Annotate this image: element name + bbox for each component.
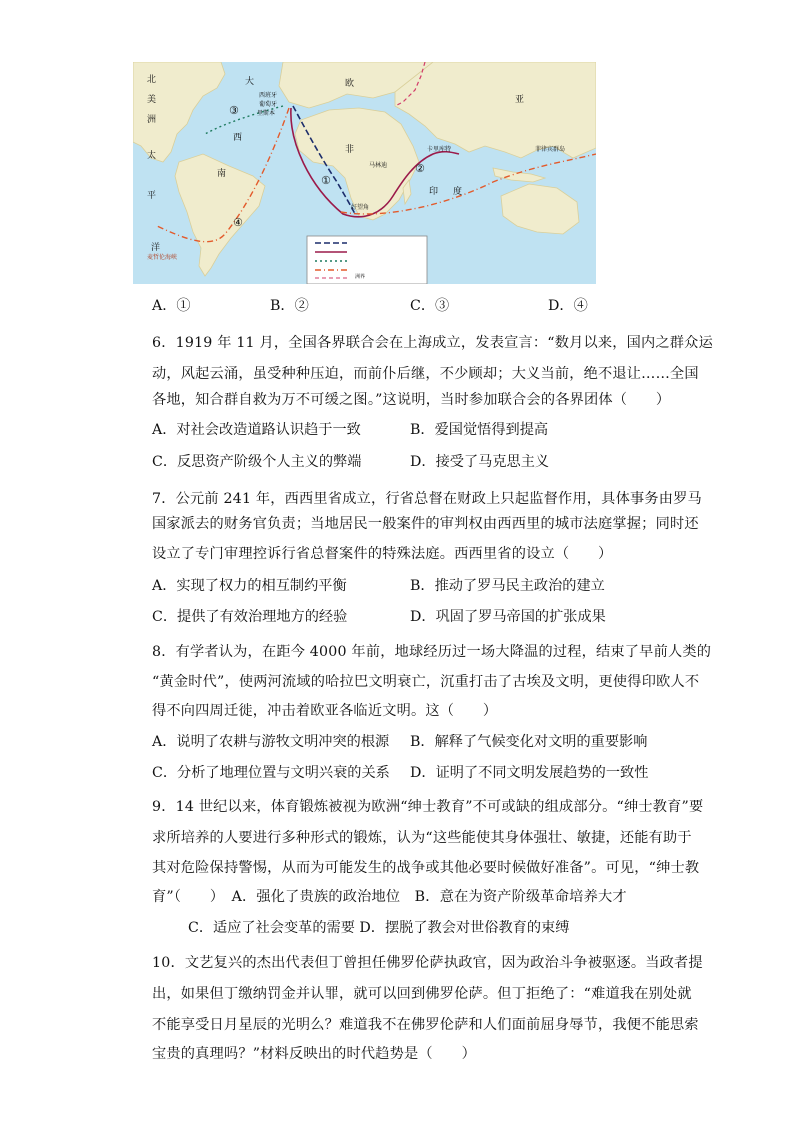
map-label-du: 度 [453,187,463,197]
q10-line-4: 宝贵的真理吗？”材料反映出的时代趋势是（ ） [152,1046,476,1062]
q9-line-2: 求所培养的人要进行多种形式的锻炼，认为“这些能使其身体强壮、敏捷，还能有助于 [152,830,692,846]
q10-line-1: 10．文艺复兴的杰出代表但丁曾担任佛罗伦萨执政官，因为政治斗争被驱逐。当政者提 [152,955,703,971]
q8-line-2: “黄金时代”，使两河流域的哈拉巴文明衰亡，沉重打击了古埃及文明，更使得印欧人不 [152,674,700,690]
map-label-malindi: 马林迪 [369,162,388,169]
map-label-zhou: 洲 [147,115,157,125]
q5-option-b: B．② [270,298,309,314]
route-4-marker: ④ [233,216,243,229]
map-label-magellan: 麦哲伦海峡 [147,254,178,261]
q8-line-1: 8．有学者认为，在距今 4000 年前，地球经历过一场大降温的过程，结束了早前人类的 [152,644,712,660]
q6-option-d: D．接受了马克思主义 [410,454,550,470]
map-label-philippines: 菲律宾群岛 [535,146,566,153]
q8-option-d: D．证明了不同文明发展趋势的一致性 [410,765,649,781]
q9-line-3: 其对危险保持警惕，从而为可能发生的战争或其他必要时候做好准备”。可见，“绅士教 [152,860,700,876]
australia-land [501,184,579,234]
map-label-cape: 好望角 [351,204,370,211]
q7-option-c: C．提供了有效治理地方的经验 [152,609,348,625]
map-label-america: 美 [147,95,157,105]
q6-line-2: 动，风起云涌，虽受种种压迫，而前仆后继，不少顾却；大义当前，绝不退让……全国 [152,366,699,382]
q6-option-b: B．爱国觉悟得到提高 [410,422,549,438]
q5-option-c: C．③ [410,298,450,314]
map-label-lisbon: 里斯本 [257,110,276,117]
map-label-tai: 太 [147,151,157,161]
q7-option-d: D．巩固了罗马帝国的扩张成果 [410,609,606,625]
world-map-svg [133,62,596,284]
q7-option-a: A．实现了权力的相互制约平衡 [152,578,347,594]
q9-options-cd: C．适应了社会变革的需要 D．摆脱了教会对世俗教育的束缚 [188,920,570,936]
q8-option-b: B．解释了气候变化对文明的重要影响 [410,734,648,750]
map-label-spain: 西班牙 [259,92,278,99]
indonesia-land [493,168,545,182]
map-label-da: 大 [245,77,255,87]
route-map [133,62,596,284]
map-label-xi: 西 [233,133,243,143]
q8-option-c: C．分析了地理位置与文明兴衰的关系 [152,765,390,781]
q6-option-a: A．对社会改造道路认识趋于一致 [152,422,361,438]
q8-option-a: A．说明了农耕与游牧文明冲突的根源 [152,734,390,750]
asia-land [395,62,596,158]
q6-line-3: 各地，知合群自救为万不可缓之图。”这说明，当时参加联合会的各界团体（ ） [152,392,671,408]
q6-option-c: C．反思资产阶级个人主义的弊端 [152,454,362,470]
route-1-marker: ① [321,174,331,187]
map-label-south: 南 [217,169,227,179]
q8-line-3: 得不向四周迁徙，冲击着欧亚各临近文明。这（ ） [152,703,498,719]
map-label-portugal: 葡萄牙 [259,101,278,108]
map-label-asia: 亚 [515,95,525,105]
route-3-marker: ③ [229,104,239,117]
q7-line-2: 国家派去的财务官负责；当地居民一般案件的审判权由西西里的城市法庭掌握；同时还 [152,516,699,532]
map-label-europe: 欧 [345,79,355,89]
q7-option-b: B．推动了罗马民主政治的建立 [410,578,605,594]
q9-line-1: 9．14 世纪以来，体育锻炼被视为欧洲“绅士教育”不可或缺的组成部分。“绅士教育”要 [152,799,704,815]
q6-line-1: 6．1919 年 11 月，全国各界联合会在上海成立，发表宣言：“数月以来，国内之群众运 [152,335,713,351]
map-label-calicut: 卡里库特 [427,146,452,153]
q5-option-d: D．④ [548,298,588,314]
q5-option-a: A．① [152,298,191,314]
q10-line-3: 不能享受日月星辰的光明么？难道我不在佛罗伦萨和人们面前屈身辱节，我便不能思索 [152,1017,699,1033]
q9-line-4: 育”（ ） A．强化了贵族的政治地位 B．意在为资产阶级革命培养大才 [152,889,627,905]
q10-line-2: 出，如果但丁缴纳罚金并认罪，就可以回到佛罗伦萨。但丁拒绝了：“难道我在别处就 [152,986,692,1002]
map-label-ping: 平 [147,191,157,201]
legend-border-label: 洲界 [355,274,366,280]
route-2-marker: ② [415,162,425,175]
q7-line-1: 7．公元前 241 年，西西里省成立，行省总督在财政上只起监督作用，具体事务由罗马 [152,491,702,507]
map-label-yin: 印 [429,187,439,197]
map-label-fei: 非 [345,145,355,155]
map-label-yang: 洋 [151,243,161,253]
map-label-north: 北 [147,75,157,85]
q7-line-3: 设立了专门审理控诉行省总督案件的特殊法庭。西西里省的设立（ ） [152,546,613,562]
